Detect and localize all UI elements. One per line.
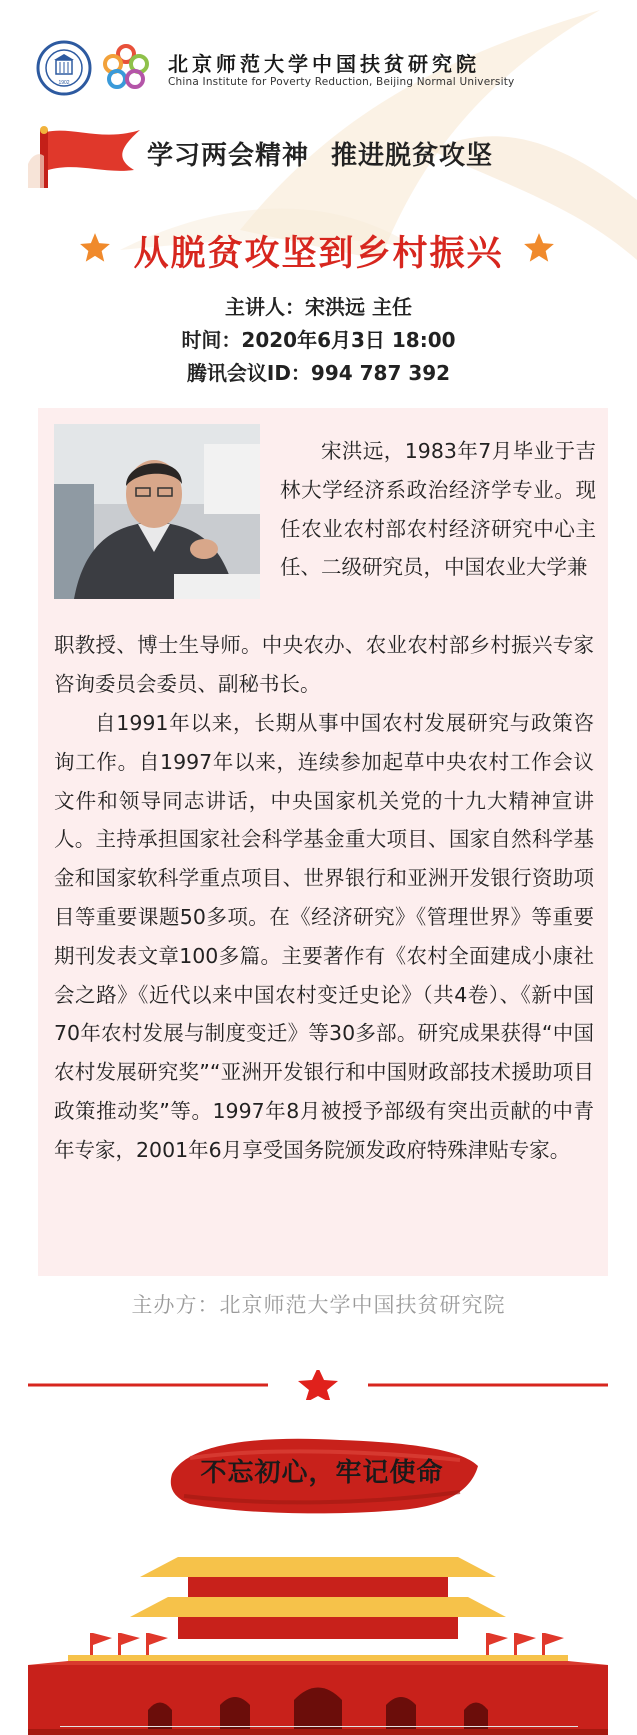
- time-line: 时间：2020年6月3日 18:00: [181, 328, 456, 352]
- meeting-id-line: 腾讯会议ID：994 787 392: [186, 361, 451, 385]
- star-divider: [28, 1370, 608, 1400]
- star-icon: [298, 1370, 338, 1400]
- speaker-line: 主讲人：宋洪远 主任: [225, 295, 412, 319]
- bio-paragraph-1: 宋洪远，1983年7月毕业于吉林大学经济系政治经济学专业。现任农业农村部农村经济研究中心主任、二级研究员，中国农业大学兼: [280, 439, 596, 580]
- slogan-part-1: 学习两会精神: [147, 141, 310, 171]
- footer-divider: [60, 1726, 578, 1727]
- star-icon: [522, 231, 556, 265]
- organizer-line: 主办方：北京师范大学中国扶贫研究院: [131, 1293, 506, 1317]
- bio-paragraph-1-continued: 职教授、博士生导师。中央农办、农业农村部乡村振兴专家咨询委员会委员、副秘书长。: [54, 633, 594, 696]
- lecture-title: 从脱贫攻坚到乡村振兴: [133, 234, 504, 274]
- slogan-part-2: 推进脱贫攻坚: [331, 141, 494, 171]
- institute-header: [36, 40, 596, 100]
- institute-name-en: China Institute for Poverty Reduction, Beijing Normal University: [168, 76, 515, 88]
- svg-text:1902: 1902: [58, 80, 70, 86]
- bio-paragraph-2: 自1991年以来，长期从事中国农村发展研究与政策咨询工作。自1997年以来，连续参加起草中央农村工作会议文件和领导同志讲话，中央国家机关党的十九大精神宣讲人。主持承担国家社会科学基金重大项目、国家自然科学基金和国家软科学重点项目、世界银行和亚洲开发银行资助项目等重要课题50多项。在《经济研究》《管理世界》等重要期刊发表文章100多篇。主要著作有《农村全面建成小康社会之路》《近代以来中国农村变迁史论》（共4卷）、《新中国70年农村发展与制度变迁》等30多部。研究成果获得“中国农村发展研究奖”“亚洲开发银行和中国财政部技术援助项目政策推动奖”等。1997年8月被授予部级有突出贡献的中青年专家，2001年6月享受国务院颁发政府特殊津贴专家。: [54, 711, 594, 1162]
- university-seal-icon: [36, 40, 92, 96]
- tiananmen-gate-icon: [28, 1505, 608, 1735]
- institute-name-cn: 北京师范大学中国扶贫研究院: [168, 52, 480, 76]
- speaker-photo: [54, 424, 260, 599]
- red-flag-icon: [22, 124, 142, 194]
- closing-slogan: 不忘初心，牢记使命: [200, 1458, 444, 1488]
- slogan: [147, 135, 493, 172]
- speaker-bio-panel: [38, 408, 608, 1276]
- institute-logo-icon: [100, 42, 152, 94]
